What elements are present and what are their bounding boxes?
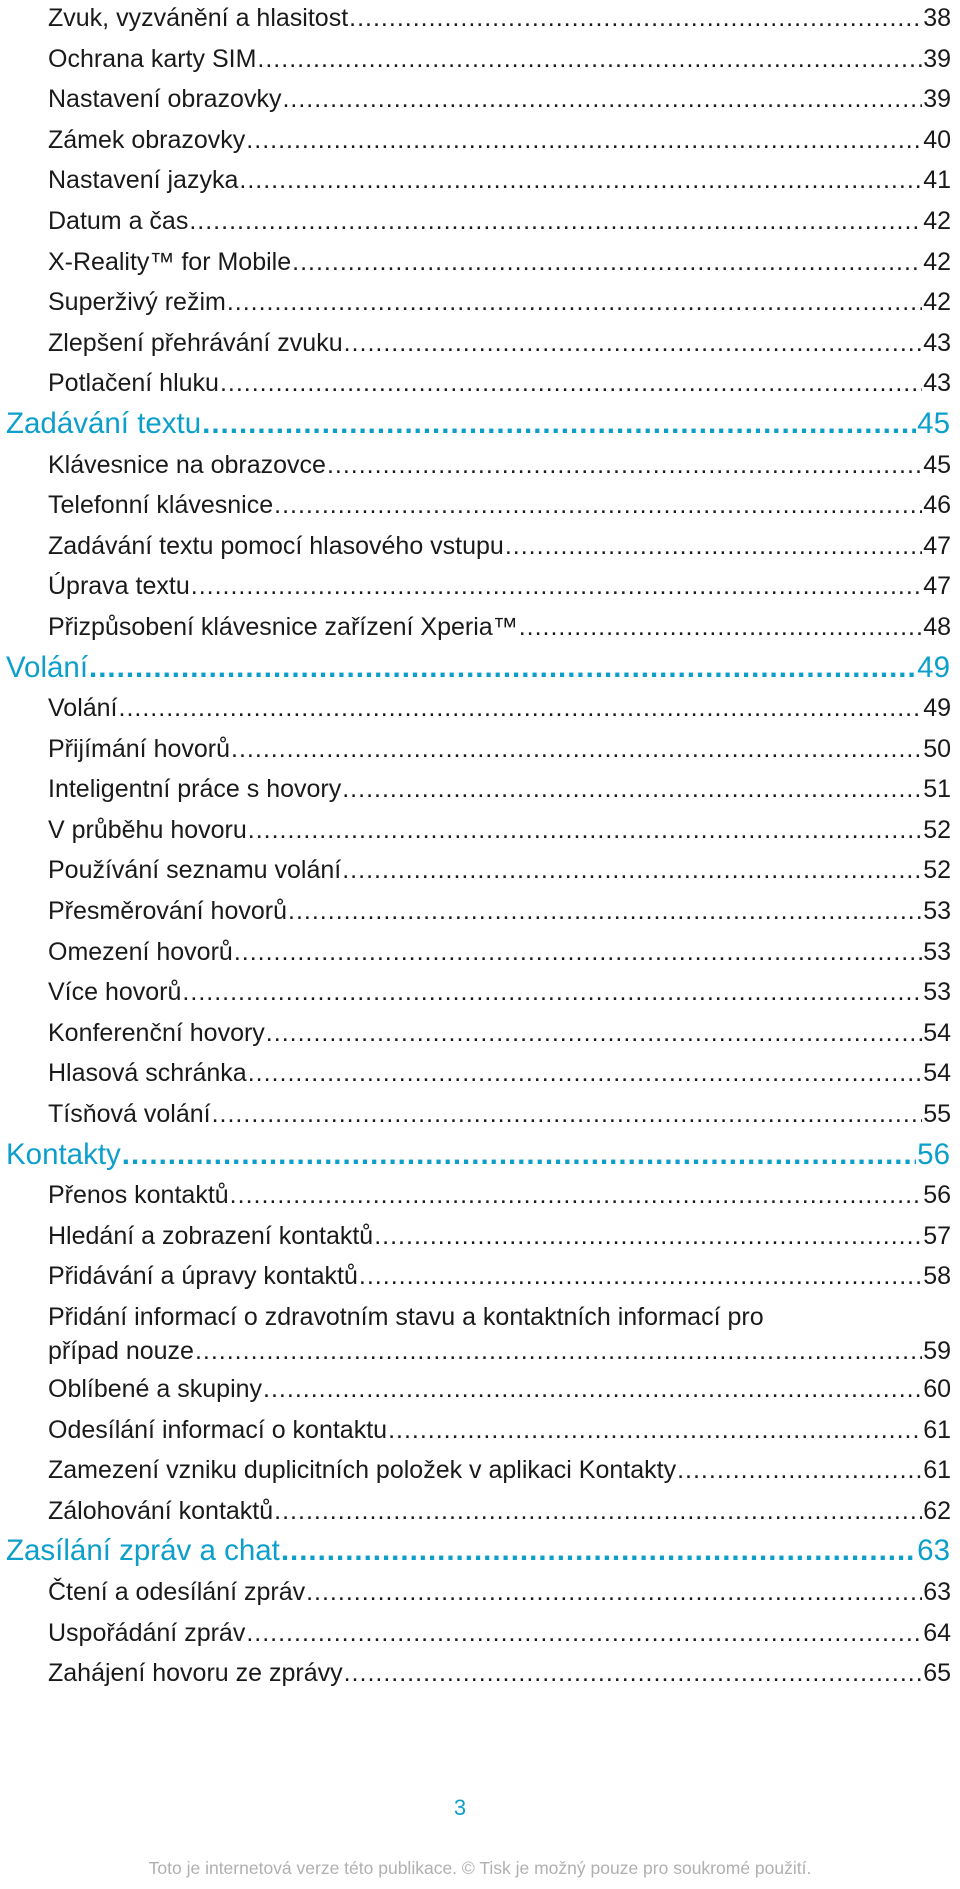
- toc-entry[interactable]: [0, 1094, 960, 1135]
- toc-section-page: 56: [917, 1137, 950, 1171]
- dot-leader: [282, 79, 922, 120]
- toc-entry[interactable]: [0, 242, 960, 283]
- toc-entry-page: 61: [923, 1415, 951, 1444]
- toc-section-title: Zasílání zpráv a chat: [6, 1534, 280, 1568]
- toc-entry[interactable]: [0, 445, 960, 486]
- dot-leader: [374, 1216, 922, 1257]
- dot-leader: [257, 39, 922, 80]
- toc-entry[interactable]: [0, 1256, 960, 1297]
- toc-entry-page: 42: [923, 206, 951, 235]
- toc-entry-page: 40: [923, 125, 951, 154]
- toc-entry-label: V průběhu hovoru: [48, 815, 247, 844]
- toc-entry[interactable]: [0, 1297, 960, 1369]
- toc-entry-label-continued: případ nouze: [48, 1337, 194, 1365]
- dot-leader: [182, 972, 922, 1013]
- toc-entry-label: Přidávání a úpravy kontaktů: [48, 1262, 358, 1291]
- dot-leader: [344, 323, 923, 364]
- toc-entry-page: 53: [923, 978, 951, 1007]
- toc-entry[interactable]: [0, 688, 960, 729]
- toc-entry[interactable]: [0, 39, 960, 80]
- dot-leader: [191, 566, 922, 607]
- toc-entry-label: Volání: [48, 694, 118, 723]
- dot-leader: [202, 404, 916, 445]
- toc-entry[interactable]: [0, 79, 960, 120]
- dot-leader: [122, 1135, 916, 1176]
- toc-entry-page: 42: [923, 288, 951, 317]
- toc-entry-label: Přidání informací o zdravotním stavu a kontaktních informací pro: [48, 1303, 764, 1331]
- toc-entry-page: 48: [923, 612, 951, 641]
- toc-entry-label: Čtení a odesílání zpráv: [48, 1577, 306, 1606]
- dot-leader: [677, 1450, 922, 1491]
- toc-entry-label: Datum a čas: [48, 206, 189, 235]
- toc-entry-label: Tísňová volání: [48, 1100, 211, 1129]
- toc-entry-label: Superživý režim: [48, 288, 226, 317]
- toc-entry-label: Ochrana karty SIM: [48, 44, 257, 73]
- toc-section-entry[interactable]: [0, 648, 960, 689]
- toc-entry-page: 38: [923, 4, 951, 32]
- toc-entry-label: Omezení hovorů: [48, 937, 233, 966]
- toc-entry[interactable]: [0, 1653, 960, 1694]
- toc-entry[interactable]: [0, 201, 960, 242]
- toc-entry[interactable]: [0, 120, 960, 161]
- toc-entry-label: Klávesnice na obrazovce: [48, 450, 326, 479]
- toc-entry[interactable]: [0, 282, 960, 323]
- toc-entry[interactable]: [0, 1450, 960, 1491]
- dot-leader: [195, 1333, 922, 1369]
- toc-entry-page: 53: [923, 897, 951, 926]
- toc-entry-label: Zvuk, vyzvánění a hlasitost: [48, 4, 349, 32]
- page-number: 3: [453, 1795, 467, 1820]
- toc-entry-label: Přenos kontaktů: [48, 1181, 229, 1210]
- toc-entry-line: [48, 1333, 951, 1369]
- dot-leader: [231, 729, 922, 770]
- toc-entry-page: 39: [923, 85, 951, 114]
- toc-entry-page: 49: [923, 694, 951, 723]
- toc-section-entry[interactable]: [0, 1531, 960, 1572]
- toc-entry-page: 42: [923, 247, 951, 276]
- toc-entry[interactable]: [0, 769, 960, 810]
- dot-leader: [359, 1256, 922, 1297]
- dot-leader: [388, 1410, 922, 1451]
- toc-entry-page: 47: [923, 531, 951, 560]
- toc-entry-label: Zálohování kontaktů: [48, 1496, 274, 1525]
- dot-leader: [292, 242, 922, 283]
- toc-entry-wrap: [48, 1297, 951, 1369]
- toc-entry-page: 52: [923, 815, 951, 844]
- dot-leader: [234, 932, 922, 973]
- dot-leader: [266, 1013, 922, 1054]
- toc-entry-label: Zahájení hovoru ze zprávy: [48, 1659, 343, 1688]
- toc-entry-page: 64: [923, 1618, 951, 1647]
- dot-leader: [342, 769, 922, 810]
- toc-entry[interactable]: [0, 0, 960, 39]
- toc-entry-page: 62: [923, 1496, 951, 1525]
- dot-leader: [239, 160, 922, 201]
- toc-entry[interactable]: [0, 850, 960, 891]
- dot-leader: [248, 810, 922, 851]
- toc-entry-page: 47: [923, 572, 951, 601]
- toc-entry[interactable]: [0, 1613, 960, 1654]
- toc-entry-label: Přizpůsobení klávesnice zařízení Xperia™: [48, 612, 518, 641]
- toc-entry[interactable]: [0, 160, 960, 201]
- toc-entry-page: 56: [923, 1181, 951, 1210]
- dot-leader: [119, 688, 923, 729]
- toc-entry-label: Nastavení jazyka: [48, 166, 239, 195]
- dot-leader: [306, 1572, 922, 1613]
- toc-entry-page: 55: [923, 1100, 951, 1129]
- toc-entry-label: Zamezení vzniku duplicitních položek v aplikaci Kontakty: [48, 1456, 677, 1485]
- toc-entry-page: 54: [923, 1018, 951, 1047]
- dot-leader: [189, 201, 922, 242]
- toc-entry[interactable]: [0, 1175, 960, 1216]
- dot-leader: [274, 1491, 922, 1532]
- dot-leader: [274, 485, 922, 526]
- toc-entry-page: 54: [923, 1059, 951, 1088]
- toc-entry[interactable]: [0, 323, 960, 364]
- toc-entry[interactable]: [0, 972, 960, 1013]
- toc-entry-page: 43: [923, 369, 951, 398]
- toc-section-page: 45: [917, 406, 950, 440]
- toc-entry[interactable]: [0, 485, 960, 526]
- toc-entry[interactable]: [0, 1491, 960, 1532]
- toc-entry-label: Zámek obrazovky: [48, 125, 246, 154]
- toc-entry-label: Telefonní klávesnice: [48, 491, 274, 520]
- toc-entry-page: 63: [923, 1577, 951, 1606]
- toc-section-page: 63: [917, 1534, 950, 1568]
- toc-entry-label: Zlepšení přehrávání zvuku: [48, 328, 343, 357]
- dot-leader: [505, 526, 922, 567]
- toc-section-title: Zadávání textu: [6, 406, 202, 440]
- toc-entry[interactable]: [0, 1410, 960, 1451]
- toc-entry-label: X-Reality™ for Mobile: [48, 247, 292, 276]
- toc-entry-label: Nastavení obrazovky: [48, 85, 282, 114]
- toc-section-title: Volání: [6, 650, 89, 684]
- dot-leader: [344, 1653, 923, 1694]
- toc-entry-label: Konferenční hovory: [48, 1018, 265, 1047]
- dot-leader: [212, 1094, 923, 1135]
- dot-leader: [227, 282, 922, 323]
- toc-entry[interactable]: [0, 810, 960, 851]
- dot-leader: [89, 648, 916, 689]
- toc-entry[interactable]: [0, 607, 960, 648]
- toc-entry-label: Hledání a zobrazení kontaktů: [48, 1221, 374, 1250]
- dot-leader: [349, 0, 922, 39]
- toc-entry[interactable]: [0, 1369, 960, 1410]
- toc-entry-page: 52: [923, 856, 951, 885]
- toc-entry-page: 61: [923, 1456, 951, 1485]
- toc-entry[interactable]: [0, 891, 960, 932]
- toc-section-page: 49: [917, 650, 950, 684]
- toc-entry-page: 59: [923, 1337, 951, 1365]
- toc-entry-page: 45: [923, 450, 951, 479]
- toc-entry-page: 65: [923, 1659, 951, 1688]
- toc-entry-label: Zadávání textu pomocí hlasového vstupu: [48, 531, 504, 560]
- toc-entry-label: Používání seznamu volání: [48, 856, 342, 885]
- toc-entry-label: Přijímání hovorů: [48, 734, 231, 763]
- toc-entry-label: Oblíbené a skupiny: [48, 1375, 263, 1403]
- dot-leader: [342, 850, 922, 891]
- dot-leader: [281, 1531, 916, 1572]
- toc-entry-label: Potlačení hluku: [48, 369, 219, 398]
- toc-section-entry[interactable]: [0, 404, 960, 445]
- toc-entry-page: 57: [923, 1221, 951, 1250]
- dot-leader: [230, 1175, 923, 1216]
- toc-entry[interactable]: [0, 363, 960, 404]
- dot-leader: [519, 607, 923, 648]
- toc-entry-label: Úprava textu: [48, 572, 190, 601]
- toc-entry[interactable]: [0, 526, 960, 567]
- footer-note: Toto je internetová verze této publikace. © Tisk je možný pouze pro soukromé použití.: [148, 1858, 812, 1878]
- dot-leader: [263, 1369, 922, 1410]
- dot-leader: [288, 891, 922, 932]
- toc-entry[interactable]: [0, 1013, 960, 1054]
- toc-entry[interactable]: [0, 1216, 960, 1257]
- toc-entry[interactable]: [0, 729, 960, 770]
- toc-entry-page: 51: [923, 775, 951, 804]
- toc-entry-page: 60: [923, 1375, 951, 1403]
- toc-entry-page: 58: [923, 1262, 951, 1291]
- dot-leader: [248, 1053, 922, 1094]
- dot-leader: [327, 445, 922, 486]
- dot-leader: [246, 120, 922, 161]
- toc-section-title: Kontakty: [6, 1137, 121, 1171]
- toc-entry-label: Více hovorů: [48, 978, 182, 1007]
- toc-entry-label: Hlasová schránka: [48, 1059, 247, 1088]
- toc-entry-page: 46: [923, 491, 951, 520]
- toc-entry[interactable]: [0, 932, 960, 973]
- toc-entry[interactable]: [0, 1572, 960, 1613]
- dot-leader: [246, 1613, 922, 1654]
- toc-entry-page: 50: [923, 734, 951, 763]
- toc-entry-page: 39: [923, 44, 951, 73]
- toc-entry-label: Přesměrování hovorů: [48, 897, 288, 926]
- dot-leader: [220, 363, 922, 404]
- toc-entry[interactable]: [0, 1053, 960, 1094]
- toc-section-entry[interactable]: [0, 1135, 960, 1176]
- toc-entry-label: Odesílání informací o kontaktu: [48, 1415, 388, 1444]
- toc-entry-page: 53: [923, 937, 951, 966]
- toc-entry-label: Uspořádání zpráv: [48, 1618, 246, 1647]
- toc-entry-page: 41: [923, 166, 951, 195]
- toc-entry-page: 43: [923, 328, 951, 357]
- toc-entry-label: Inteligentní práce s hovory: [48, 775, 342, 804]
- toc-entry[interactable]: [0, 566, 960, 607]
